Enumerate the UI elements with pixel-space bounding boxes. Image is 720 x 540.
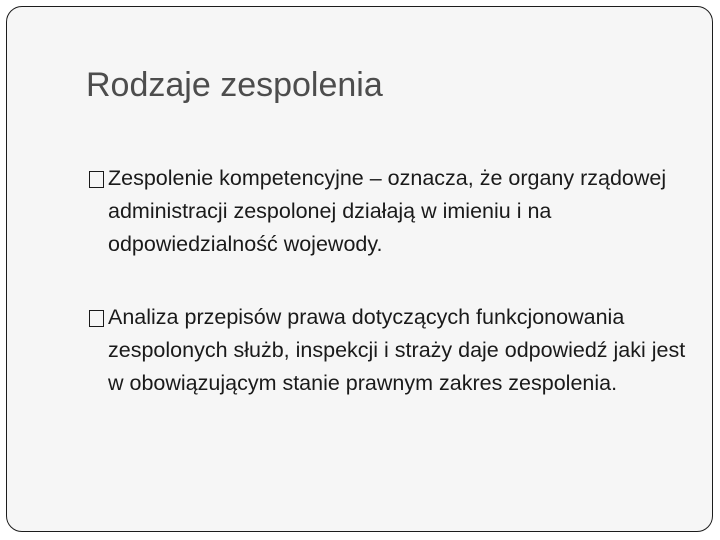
slide-frame	[6, 6, 713, 532]
bullet-text: Analiza przepisów prawa dotyczących funkcjonowania zespolonych służb, inspekcji i straży daje odpowiedź jaki jest w obowiązującym stanie prawnym zakres zespolenia.	[108, 305, 686, 395]
bullet-list	[89, 162, 689, 440]
missing-glyph-box-icon	[89, 171, 104, 188]
bullet-item	[89, 301, 689, 400]
bullet-item	[89, 162, 689, 261]
bullet-text: Zespolenie kompetencyjne – oznacza, że organy rządowej administracji zespolonej działają w imieniu i na odpowiedzialność wojewody.	[108, 166, 667, 256]
missing-glyph-box-icon	[89, 310, 104, 327]
slide-title: Rodzaje zespolenia	[86, 66, 383, 104]
